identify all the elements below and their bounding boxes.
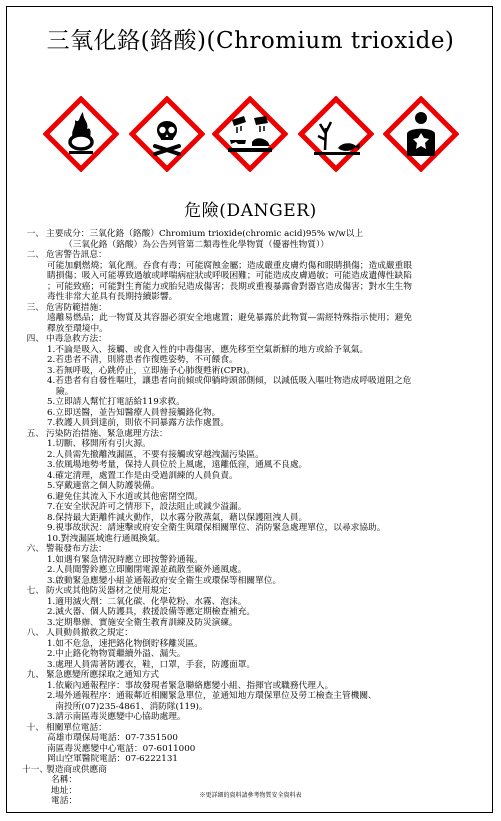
corrosion-icon — [212, 96, 288, 172]
list-item: 3.定期舉辦、實施安全衛生教育訓練及防災演練。 — [47, 617, 238, 628]
ghs-pictograms — [0, 96, 501, 176]
list-item: 1.不論是吸入、接觸、或食入性的中毒傷害，應先移至空氣新鮮的地方或給予氧氣。 — [47, 344, 369, 355]
text-line: ；可能致癌；可能對生育能力或胎兒造成傷害；長期或重複暴露會對器官造成傷害；對水生生物 — [47, 281, 412, 292]
section-precautions: 三、 危害防範措施： — [26, 302, 107, 313]
list-item: 10.對洩漏區域進行通風換氣。 — [47, 533, 166, 544]
text-line: 毒性非常大並具有長期持續影響。 — [47, 292, 178, 302]
section-notification: 九、 緊急應變所應採取之通知方式 — [26, 670, 159, 680]
list-item: 6.立即送醫，並告知醫療人員曾接觸鉻化物。 — [47, 407, 221, 418]
list-item: 6.避免住其流入下水道或其他密閉空間。 — [47, 491, 203, 502]
list-item: 3.處理人員需著防護衣，鞋，口罩，手套，防護面罩。 — [47, 659, 256, 670]
text-line: 釋放至環境中。 — [47, 323, 108, 334]
flame-over-circle-icon — [43, 96, 119, 172]
page-title: 三氧化鉻(鉻酸)(Chromium trioxide) — [46, 28, 455, 54]
supplier-name: 名稱： — [51, 775, 78, 785]
section-first-aid: 四、 中毒急救方法： — [26, 334, 107, 344]
list-item: 3.啟動緊急應變小組並通報政府安全衛生或環保等相關單位。 — [47, 575, 282, 586]
text-line: 遠離易燃品；此一物質及其容器必須安全地處置；避免暴露於此物質—需經特殊指示使用；避免 — [47, 313, 412, 323]
section-contacts: 十、 相關單位電話： — [26, 722, 107, 733]
list-item: 1.切斷、移開所有引火源。 — [47, 439, 151, 449]
list-item: 7.救護人員到達前，則依不同暴露方法作處置。 — [47, 418, 230, 428]
list-item: 3.若無呼吸，心跳停止，立即施予心肺復甦術(CPR)。 — [47, 365, 255, 376]
list-item: 2.人員需先撤離洩漏區，不要有接觸或穿越洩漏污染區。 — [47, 449, 264, 460]
list-item: 南投所(07)235-4861、消防隊(119)。 — [47, 701, 208, 712]
list-item: 3.依風場地勢考量，保持人員位於上風處，遠離低窪，通風不良處。 — [47, 460, 308, 470]
list-item: 5.立即請人幫忙打電話給119求救。 — [47, 397, 185, 407]
list-item: 7.在安全狀況許可之情形下，設法阻止或減少溢漏。 — [47, 502, 247, 512]
skull-crossbones-icon — [129, 96, 205, 172]
label-content — [22, 229, 477, 807]
text-line: 睛損傷；吸入可能導致過敏或哮喘病症狀或呼吸困難；可能造成皮膚過敏；可能造成遺傳性缺陷 — [47, 271, 412, 281]
text-line: 可能加劇燃燒；氧化劑。吞食有毒；可能腐蝕金屬；造成嚴重皮膚灼傷和眼睛損傷；造成嚴重眼 — [47, 260, 412, 271]
list-item: 1.依廠內通報程序：事故發現者緊急聯絡應變小組、指揮官或職務代理人。 — [47, 680, 334, 691]
list-item: 4.若患者有自發性嘔吐，讓患者向前傾或仰躺時頭部側傾，以減低吸入嘔吐物造成呼吸道阻之危 — [47, 376, 412, 386]
environment-icon — [298, 96, 374, 172]
section-alarm: 六、 警報發布方法： — [26, 544, 107, 554]
signal-word: 危險(DANGER) — [184, 201, 317, 221]
section-fire-equipment: 七、 防火或其他防災器材之使用規定： — [26, 586, 177, 596]
list-item: 1.如遇有緊急情況時應立即按警鈴通報。 — [47, 554, 203, 565]
list-item: 險。 — [56, 386, 74, 397]
text-line: （三氧化鉻（鉻酸）為公告列管第二類毒性化學物質（優審性物質）） — [64, 239, 329, 250]
health-hazard-icon — [383, 96, 459, 172]
list-item: 3.請示南區毒災應變中心協助處理。 — [47, 712, 186, 722]
footer-note: ※更詳細的資料請參考物質安全資料表 — [199, 792, 302, 799]
supplier-phone: 電話： — [51, 796, 78, 806]
section-evacuation: 八、 人員動員撤救之規定： — [26, 628, 133, 638]
list-item: 2.人員聞警鈴應立即關閉電源並疏散至廠外通風處。 — [47, 565, 247, 575]
list-item: 9.視事故狀況：請速擊或府安全衛生與環保相關單位、消防緊急處理單位，以尋求協助。 — [47, 523, 386, 533]
section-spill-response: 五、 污染防治措施、緊急處理方法： — [26, 428, 168, 439]
list-item: 2.中止鉻化物物質繼續外溢、漏失。 — [47, 649, 186, 659]
phone-line: 高雄市環保局電話：07-7351500 — [47, 733, 178, 743]
list-item: 2.滅火器、個人防護具，救援設備等應定期檢查補充。 — [47, 607, 256, 617]
list-item: 5.穿戴適當之個人防護裝備。 — [47, 481, 160, 491]
phone-line: 岡山空軍醫院電話：07-6222131 — [47, 754, 178, 764]
list-item: 2.若患者不清，則將患者作復甦姿勢，不可餵食。 — [47, 355, 238, 365]
list-item: 2.場外通報程序：通報鄰近相關緊急單位，並通知地方環保單位及勞工檢查主管機關、 — [47, 691, 377, 701]
list-item: 8.保持最大距離件減火動作，以水霧分散蒸氣，藉以保護阻洩人員。 — [47, 512, 308, 523]
list-item: 1.適用滅火劑：二氧化碳、化學乾粉、水霧、泡沫。 — [47, 596, 247, 607]
section-supplier: 十一、 製造商或供應商 — [22, 764, 107, 775]
section-composition: 一、 主要成分：三氧化鉻（鉻酸）Chromium trioxide(chromic acid)95% w/w以上 — [26, 229, 364, 239]
phone-line: 南區毒災應變中心電話：07-6011000 — [47, 743, 196, 754]
section-hazard-warning: 二、 危害警告訊息： — [26, 250, 107, 260]
list-item: 1.如不危急，速把鉻化物倒貯移離災區。 — [47, 638, 203, 649]
list-item: 4.確定清理，處置工作是由受過訓練的人員負責。 — [47, 470, 238, 481]
supplier-address: 地址： — [51, 785, 78, 796]
